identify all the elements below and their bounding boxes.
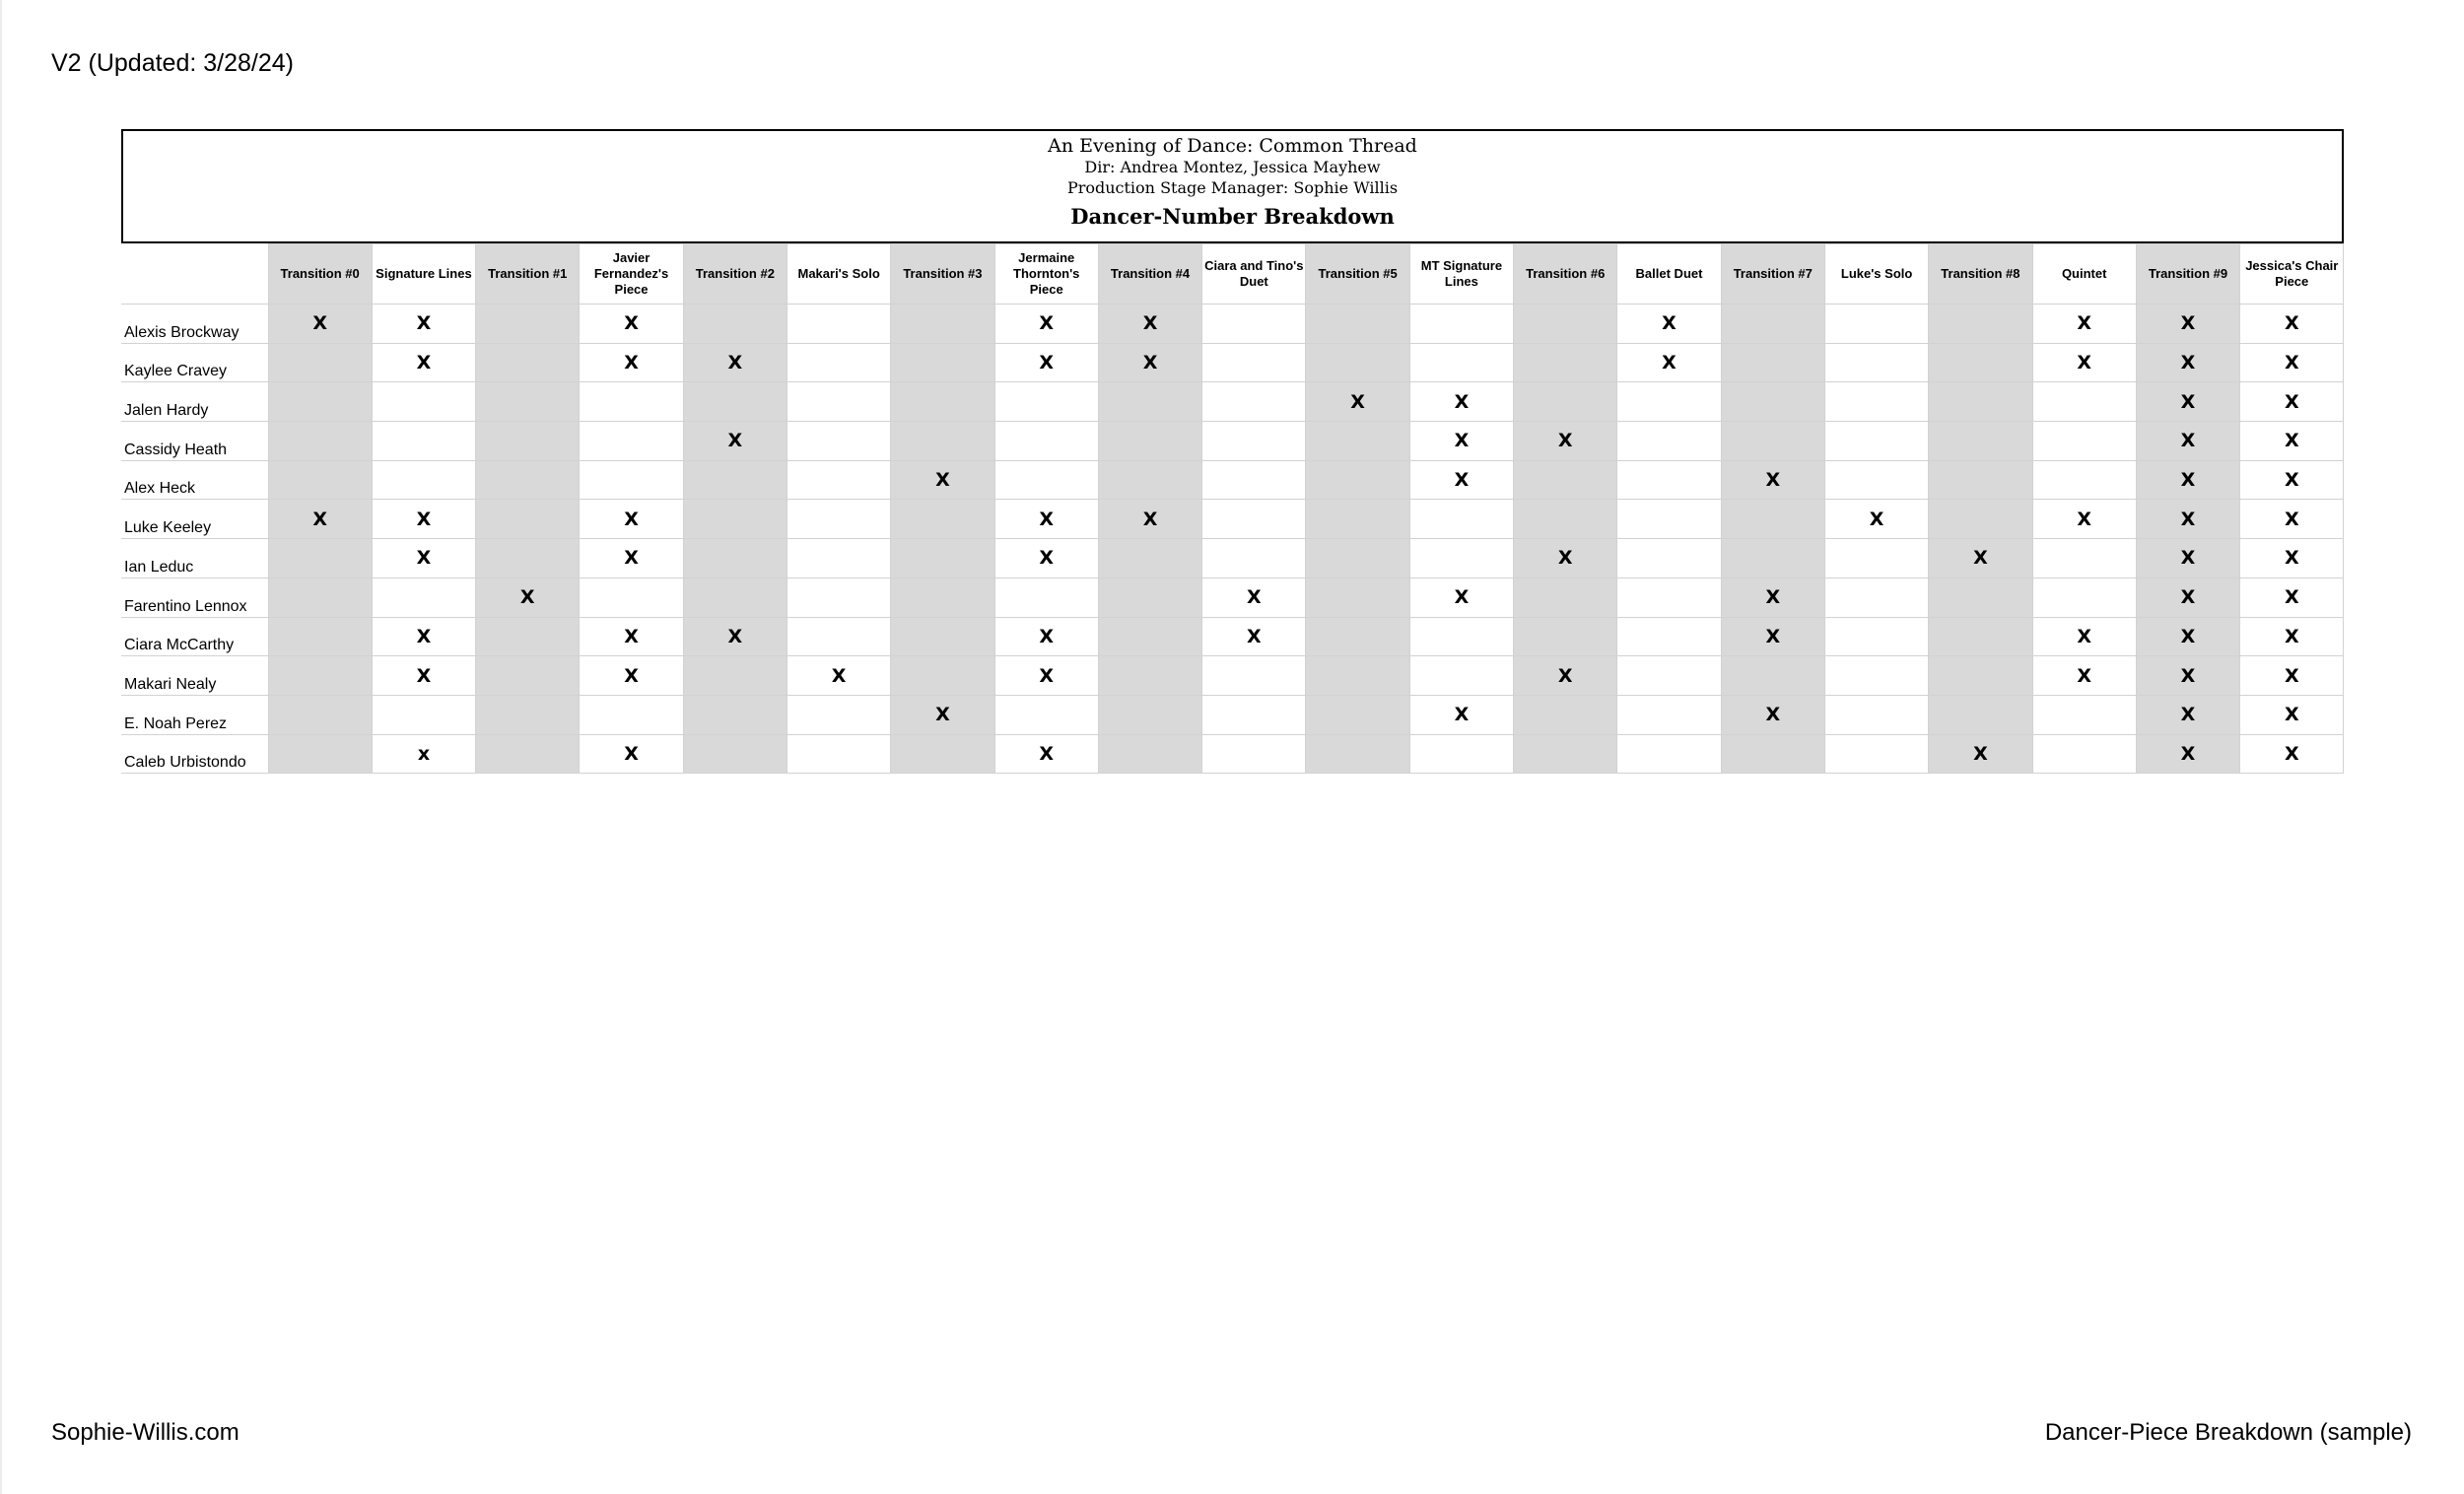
footer-website: Sophie-Willis.com	[51, 1419, 240, 1446]
empty-cell	[2032, 460, 2136, 500]
assignment-mark: X	[2240, 577, 2344, 617]
empty-cell	[683, 382, 787, 422]
empty-cell	[1306, 734, 1409, 774]
empty-cell	[372, 382, 475, 422]
empty-cell	[1306, 577, 1409, 617]
assignment-mark: X	[268, 305, 372, 344]
assignment-mark: X	[1409, 695, 1513, 734]
assignment-mark: X	[372, 617, 475, 656]
assignment-mark: X	[1929, 734, 2032, 774]
empty-cell	[787, 577, 890, 617]
empty-cell	[1409, 343, 1513, 382]
empty-cell	[1202, 734, 1306, 774]
empty-cell	[1306, 305, 1409, 344]
empty-cell	[1306, 656, 1409, 696]
empty-cell	[1824, 734, 1928, 774]
empty-cell	[476, 460, 580, 500]
assignment-mark: X	[1514, 656, 1617, 696]
empty-cell	[683, 305, 787, 344]
empty-cell	[891, 617, 994, 656]
table-row	[121, 422, 2344, 461]
empty-cell	[2032, 695, 2136, 734]
empty-cell	[1824, 656, 1928, 696]
empty-cell	[1721, 539, 1824, 578]
assignment-mark: X	[1617, 305, 1721, 344]
assignment-mark: X	[2032, 305, 2136, 344]
assignment-mark: X	[994, 734, 1098, 774]
assignment-mark: X	[1409, 422, 1513, 461]
empty-cell	[1514, 577, 1617, 617]
assignment-mark: X	[372, 343, 475, 382]
table-row	[121, 695, 2344, 734]
empty-cell	[268, 460, 372, 500]
assignment-mark: X	[2240, 305, 2344, 344]
assignment-mark: X	[1721, 617, 1824, 656]
column-header: Signature Lines	[372, 244, 475, 305]
empty-cell	[476, 734, 580, 774]
empty-cell	[683, 577, 787, 617]
empty-cell	[1929, 500, 2032, 539]
breakdown-title: Dancer-Number Breakdown	[1070, 204, 1395, 229]
assignment-mark: X	[2240, 734, 2344, 774]
empty-cell	[268, 422, 372, 461]
empty-cell	[1929, 382, 2032, 422]
empty-cell	[1929, 617, 2032, 656]
assignment-mark: X	[2136, 460, 2239, 500]
empty-cell	[1409, 539, 1513, 578]
empty-cell	[1098, 656, 1201, 696]
dancer-name: Makari Nealy	[121, 656, 268, 696]
column-header: Ciara and Tino's Duet	[1202, 244, 1306, 305]
assignment-mark: X	[891, 695, 994, 734]
assignment-mark: X	[1409, 382, 1513, 422]
column-header: Luke's Solo	[1824, 244, 1928, 305]
dancer-name: Jalen Hardy	[121, 382, 268, 422]
assignment-mark: x	[372, 734, 475, 774]
empty-cell	[372, 422, 475, 461]
breakdown-sheet	[121, 129, 2344, 774]
empty-cell	[1721, 343, 1824, 382]
empty-cell	[683, 539, 787, 578]
empty-cell	[1202, 422, 1306, 461]
column-header: Transition #1	[476, 244, 580, 305]
empty-cell	[891, 500, 994, 539]
assignment-mark: X	[2240, 343, 2344, 382]
empty-cell	[268, 577, 372, 617]
empty-cell	[1721, 500, 1824, 539]
empty-cell	[1617, 656, 1721, 696]
empty-cell	[994, 695, 1098, 734]
table-row	[121, 577, 2344, 617]
empty-cell	[1824, 382, 1928, 422]
empty-cell	[1098, 539, 1201, 578]
table-row	[121, 734, 2344, 774]
assignment-mark: X	[268, 500, 372, 539]
empty-cell	[1098, 734, 1201, 774]
empty-cell	[1929, 305, 2032, 344]
empty-cell	[683, 460, 787, 500]
assignment-mark: X	[2240, 422, 2344, 461]
empty-cell	[1514, 343, 1617, 382]
empty-cell	[268, 695, 372, 734]
empty-cell	[1202, 460, 1306, 500]
empty-cell	[476, 617, 580, 656]
empty-cell	[1202, 305, 1306, 344]
empty-cell	[1306, 343, 1409, 382]
assignment-mark: X	[2032, 343, 2136, 382]
table-row	[121, 305, 2344, 344]
assignment-mark: X	[1098, 500, 1201, 539]
empty-cell	[1514, 617, 1617, 656]
assignment-mark: X	[580, 500, 683, 539]
dancer-name: Alex Heck	[121, 460, 268, 500]
assignment-mark: X	[372, 305, 475, 344]
empty-cell	[580, 577, 683, 617]
empty-cell	[1824, 577, 1928, 617]
column-header: Transition #2	[683, 244, 787, 305]
empty-cell	[1929, 695, 2032, 734]
empty-cell	[268, 617, 372, 656]
empty-cell	[372, 460, 475, 500]
assignment-mark: X	[1409, 577, 1513, 617]
assignment-mark: X	[2240, 460, 2344, 500]
assignment-mark: X	[1824, 500, 1928, 539]
empty-cell	[580, 460, 683, 500]
empty-cell	[1202, 382, 1306, 422]
empty-cell	[683, 734, 787, 774]
empty-cell	[1929, 460, 2032, 500]
assignment-mark: X	[787, 656, 890, 696]
assignment-mark: X	[994, 539, 1098, 578]
empty-cell	[1306, 695, 1409, 734]
empty-cell	[787, 382, 890, 422]
empty-cell	[268, 343, 372, 382]
column-header: Transition #4	[1098, 244, 1201, 305]
assignment-mark: X	[580, 343, 683, 382]
assignment-mark: X	[994, 656, 1098, 696]
empty-cell	[1098, 617, 1201, 656]
assignment-mark: X	[2032, 656, 2136, 696]
empty-cell	[891, 305, 994, 344]
empty-cell	[891, 382, 994, 422]
dancer-name: Farentino Lennox	[121, 577, 268, 617]
assignment-mark: X	[2136, 382, 2239, 422]
table-row	[121, 500, 2344, 539]
column-header: Jessica's Chair Piece	[2240, 244, 2344, 305]
assignment-mark: X	[994, 305, 1098, 344]
assignment-mark: X	[1929, 539, 2032, 578]
assignment-mark: X	[372, 656, 475, 696]
assignment-mark: X	[994, 500, 1098, 539]
empty-cell	[1306, 460, 1409, 500]
assignment-mark: X	[2136, 734, 2239, 774]
assignment-mark: X	[2240, 695, 2344, 734]
empty-cell	[1617, 382, 1721, 422]
assignment-mark: X	[2240, 539, 2344, 578]
column-header: Transition #3	[891, 244, 994, 305]
assignment-mark: X	[1098, 343, 1201, 382]
empty-cell	[787, 460, 890, 500]
empty-cell	[1617, 539, 1721, 578]
empty-cell	[1098, 422, 1201, 461]
empty-cell	[476, 500, 580, 539]
empty-cell	[1617, 695, 1721, 734]
empty-cell	[683, 695, 787, 734]
empty-cell	[476, 656, 580, 696]
directors-line: Dir: Andrea Montez, Jessica Mayhew	[1084, 158, 1381, 176]
dancer-name: Ciara McCarthy	[121, 617, 268, 656]
empty-cell	[1306, 422, 1409, 461]
empty-cell	[476, 343, 580, 382]
empty-cell	[1514, 382, 1617, 422]
empty-cell	[1202, 656, 1306, 696]
assignment-mark: X	[1514, 539, 1617, 578]
title-box	[121, 129, 2344, 243]
assignment-mark: X	[2240, 500, 2344, 539]
table-row	[121, 460, 2344, 500]
empty-cell	[1929, 656, 2032, 696]
empty-cell	[683, 656, 787, 696]
empty-cell	[683, 500, 787, 539]
empty-cell	[1202, 539, 1306, 578]
assignment-mark: X	[580, 734, 683, 774]
empty-cell	[1514, 734, 1617, 774]
column-header: Quintet	[2032, 244, 2136, 305]
assignment-mark: X	[891, 460, 994, 500]
empty-cell	[1409, 500, 1513, 539]
empty-cell	[1824, 539, 1928, 578]
empty-cell	[1929, 422, 2032, 461]
empty-cell	[1824, 343, 1928, 382]
column-header: Transition #6	[1514, 244, 1617, 305]
empty-cell	[1409, 617, 1513, 656]
empty-cell	[787, 734, 890, 774]
column-header: Transition #5	[1306, 244, 1409, 305]
empty-cell	[1202, 500, 1306, 539]
column-header: Ballet Duet	[1617, 244, 1721, 305]
empty-cell	[476, 695, 580, 734]
table-row	[121, 656, 2344, 696]
empty-cell	[1721, 656, 1824, 696]
empty-cell	[787, 500, 890, 539]
empty-cell	[476, 539, 580, 578]
table-header-row	[121, 244, 2344, 305]
assignment-mark: X	[2136, 656, 2239, 696]
assignment-mark: X	[2136, 539, 2239, 578]
table-row	[121, 382, 2344, 422]
assignment-mark: X	[1202, 577, 1306, 617]
assignment-mark: X	[1617, 343, 1721, 382]
show-title: An Evening of Dance: Common Thread	[1048, 135, 1417, 157]
empty-cell	[1202, 343, 1306, 382]
empty-cell	[1824, 305, 1928, 344]
empty-cell	[1721, 422, 1824, 461]
table-row	[121, 539, 2344, 578]
dancer-name: Luke Keeley	[121, 500, 268, 539]
empty-cell	[1824, 617, 1928, 656]
empty-cell	[268, 734, 372, 774]
assignment-mark: X	[1306, 382, 1409, 422]
empty-cell	[2032, 539, 2136, 578]
empty-cell	[1617, 577, 1721, 617]
empty-cell	[580, 382, 683, 422]
empty-cell	[268, 656, 372, 696]
assignment-mark: X	[2136, 305, 2239, 344]
empty-cell	[1617, 617, 1721, 656]
empty-cell	[268, 539, 372, 578]
empty-cell	[2032, 422, 2136, 461]
empty-cell	[2032, 734, 2136, 774]
empty-cell	[1721, 734, 1824, 774]
dancer-name: Ian Leduc	[121, 539, 268, 578]
empty-cell	[1617, 422, 1721, 461]
empty-cell	[891, 734, 994, 774]
assignment-mark: X	[2240, 617, 2344, 656]
table-row	[121, 343, 2344, 382]
empty-cell	[1306, 617, 1409, 656]
assignment-mark: X	[2032, 500, 2136, 539]
stage-manager-line: Production Stage Manager: Sophie Willis	[1066, 178, 1399, 197]
empty-cell	[580, 695, 683, 734]
empty-cell	[1098, 460, 1201, 500]
empty-cell	[268, 382, 372, 422]
empty-cell	[1514, 305, 1617, 344]
assignment-mark: X	[476, 577, 580, 617]
name-column-header	[121, 244, 268, 305]
assignment-mark: X	[580, 656, 683, 696]
empty-cell	[2032, 577, 2136, 617]
assignment-mark: X	[580, 539, 683, 578]
empty-cell	[1409, 305, 1513, 344]
empty-cell	[1306, 539, 1409, 578]
assignment-mark: X	[683, 343, 787, 382]
empty-cell	[1306, 500, 1409, 539]
empty-cell	[787, 422, 890, 461]
empty-cell	[1929, 577, 2032, 617]
dancer-name: Caleb Urbistondo	[121, 734, 268, 774]
empty-cell	[1098, 382, 1201, 422]
empty-cell	[2032, 382, 2136, 422]
assignment-mark: X	[2136, 422, 2239, 461]
empty-cell	[787, 305, 890, 344]
empty-cell	[1514, 460, 1617, 500]
empty-cell	[891, 577, 994, 617]
empty-cell	[994, 422, 1098, 461]
empty-cell	[1617, 734, 1721, 774]
empty-cell	[994, 577, 1098, 617]
empty-cell	[1721, 305, 1824, 344]
assignment-mark: X	[2136, 343, 2239, 382]
empty-cell	[1617, 500, 1721, 539]
empty-cell	[1824, 695, 1928, 734]
empty-cell	[1409, 734, 1513, 774]
assignment-mark: X	[580, 617, 683, 656]
empty-cell	[1514, 500, 1617, 539]
footer-document-label: Dancer-Piece Breakdown (sample)	[2044, 1419, 2412, 1446]
empty-cell	[1098, 577, 1201, 617]
column-header: Transition #9	[2136, 244, 2239, 305]
assignment-mark: X	[372, 500, 475, 539]
empty-cell	[372, 577, 475, 617]
dancer-name: Alexis Brockway	[121, 305, 268, 344]
empty-cell	[994, 382, 1098, 422]
empty-cell	[891, 422, 994, 461]
assignment-mark: X	[2032, 617, 2136, 656]
assignment-mark: X	[683, 617, 787, 656]
empty-cell	[891, 539, 994, 578]
empty-cell	[1824, 422, 1928, 461]
empty-cell	[787, 539, 890, 578]
assignment-mark: X	[1721, 577, 1824, 617]
assignment-mark: X	[1409, 460, 1513, 500]
empty-cell	[1929, 343, 2032, 382]
dancer-name: Kaylee Cravey	[121, 343, 268, 382]
empty-cell	[476, 422, 580, 461]
assignment-mark: X	[1721, 695, 1824, 734]
column-header: Transition #7	[1721, 244, 1824, 305]
column-header: Transition #0	[268, 244, 372, 305]
empty-cell	[787, 617, 890, 656]
empty-cell	[1617, 460, 1721, 500]
assignment-mark: X	[1202, 617, 1306, 656]
assignment-mark: X	[994, 617, 1098, 656]
assignment-mark: X	[1514, 422, 1617, 461]
page-edge	[0, 0, 2, 1494]
empty-cell	[787, 695, 890, 734]
column-header: MT Signature Lines	[1409, 244, 1513, 305]
assignment-mark: X	[580, 305, 683, 344]
empty-cell	[1098, 695, 1201, 734]
empty-cell	[476, 305, 580, 344]
assignment-mark: X	[683, 422, 787, 461]
empty-cell	[1202, 695, 1306, 734]
empty-cell	[891, 343, 994, 382]
assignment-mark: X	[1721, 460, 1824, 500]
assignment-mark: X	[2136, 617, 2239, 656]
table-row	[121, 617, 2344, 656]
empty-cell	[994, 460, 1098, 500]
assignment-mark: X	[2136, 695, 2239, 734]
empty-cell	[580, 422, 683, 461]
column-header: Transition #8	[1929, 244, 2032, 305]
empty-cell	[1721, 382, 1824, 422]
empty-cell	[1824, 460, 1928, 500]
version-label: V2 (Updated: 3/28/24)	[51, 49, 294, 77]
column-header: Jermaine Thornton's Piece	[994, 244, 1098, 305]
empty-cell	[1514, 695, 1617, 734]
column-header: Javier Fernandez's Piece	[580, 244, 683, 305]
empty-cell	[372, 695, 475, 734]
empty-cell	[476, 382, 580, 422]
assignment-mark: X	[1098, 305, 1201, 344]
assignment-mark: X	[2240, 382, 2344, 422]
empty-cell	[1409, 656, 1513, 696]
empty-cell	[891, 656, 994, 696]
dancer-name: E. Noah Perez	[121, 695, 268, 734]
assignment-mark: X	[372, 539, 475, 578]
dancer-name: Cassidy Heath	[121, 422, 268, 461]
assignment-mark: X	[2136, 577, 2239, 617]
assignment-mark: X	[994, 343, 1098, 382]
dancer-number-table	[121, 243, 2344, 774]
empty-cell	[787, 343, 890, 382]
assignment-mark: X	[2240, 656, 2344, 696]
column-header: Makari's Solo	[787, 244, 890, 305]
assignment-mark: X	[2136, 500, 2239, 539]
